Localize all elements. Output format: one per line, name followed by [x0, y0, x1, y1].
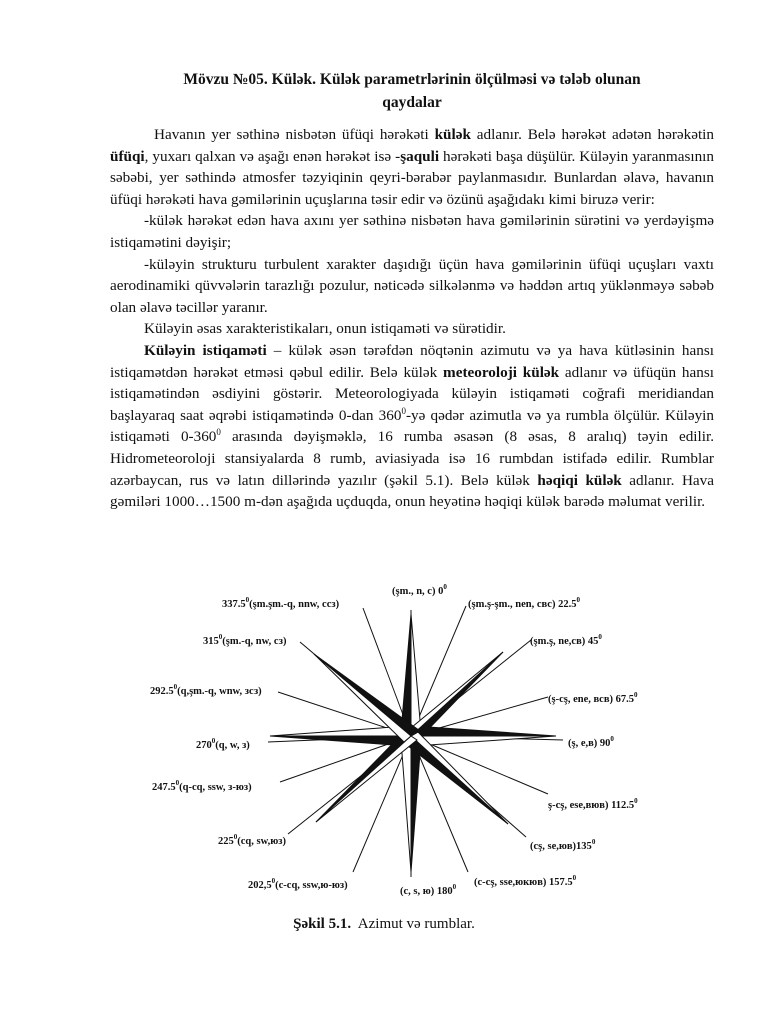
p5-text-2: adlanır və üfüqün hansı istiqamətindən əsdiyini göstərir. Meteorologiyada küləyin istiqaməti coğrafi meridiandan başlayaraq saat əqrəbi istiqamətində 0-dan 360 [110, 363, 714, 424]
label-wnw: 292.5$^0$(q,şm.-q, wnw, зсз) [150, 683, 262, 697]
label-sw: $225^0(cq$, sw,юз) [218, 833, 286, 847]
label-e: (ş, e,в) $90^0$ [568, 735, 614, 749]
document-body [110, 124, 714, 513]
compass-rose-figure [138, 572, 678, 907]
p1-text-2: adlanır. Belə hərəkət adətən hərəkətin [470, 126, 714, 143]
p1-bold-3: şaquli [400, 147, 440, 165]
caption-text: Azimut və rumblar. [357, 916, 475, 932]
paragraph-5 [110, 340, 714, 513]
page-title [110, 68, 714, 114]
label-nw: $315^0(şm.-q$, nw, сз) [203, 633, 287, 647]
title-line-2: qaydalar [382, 94, 442, 111]
paragraph-2: -külək hərəkət edən hava axını yer səthinə nisbətən hava gəmilərinin sürətini və yerdəyişmə istiqamətini dəyişir; [110, 212, 714, 251]
paragraph-3: -küləyin strukturu turbulent xarakter daşıdığı üçün hava gəmilərinin üfüqi uçuşları vaxtı aerodinamiki qüvvələrin tarazlığı pozulur, nəticədə silkələnmə və həddən artıq yüklənməyə səbəb olan əlavə təcillər yaranır. [110, 255, 714, 316]
label-w: $270^0(q$, w, з) [196, 737, 250, 751]
p1-text-4: hərəkəti başa düşülür. Küləyin yaranmasının səbəbi, yer səthində atmosfer təzyiqinin qeyri-bərabər paylanmasıdır. Bunlardan əlavə, havanın üfüqi hərəkəti hava gəmilərinin uçuşlarına təsir edir və özünü aşağıdakı kimi biruzə verir: [110, 147, 714, 208]
label-ese: ş-cş, ese,вюв) 112.5$^0$ [548, 797, 638, 811]
figure-caption [0, 916, 768, 933]
label-se: (cş, $se,юв)135^0$ [530, 838, 596, 852]
label-n: (şm., n, c) $0^0$ [392, 583, 447, 597]
p5-bold-1: Küləyin istiqaməti [144, 341, 267, 359]
p1-text-3: , yuxarı qalxan və aşağı enən hərəkət isə - [144, 147, 401, 165]
label-ene: (ş-cş, ene, вcв) 67.5$^0$ [548, 691, 638, 705]
caption-label: Şəkil 5.1. [293, 916, 352, 932]
p5-text-3: -yə qədər azimutla və ya rumbla ölçülür. Küləyin istiqaməti 0-360 [110, 406, 714, 446]
p5-sup-1: 0 [401, 405, 406, 416]
p1-bold-1: külək [434, 126, 471, 143]
compass-rose-diagram [138, 572, 678, 907]
p5-text-5: adlanır. Hava gəmiləri 1000…1500 m-dən aşağıda uçduqda, onun heyətinə həqiqi külək barədə məlumat verilir. [110, 471, 714, 511]
compass-rose-star [268, 606, 563, 877]
paragraph-1 [110, 124, 714, 210]
label-wsw: 247.5$^0$(q-cq, ssw, з-юз) [152, 779, 252, 793]
label-nnw: 337.5$^0$(şm.şm.-q, nnw, ccз) [222, 596, 340, 610]
p5-text-4: arasında dəyişməklə, 16 rumba əsasən (8 əsas, 8 aralıq) təyin edilir. Hidrometeoroloji stansiyalarda 8 rumb, aviasiyada isə 16 rumbdan istifadə edilir. Rumblar azərbaycan, rus və latın dillərində yazılır (şəkil 5.1). Belə külək [110, 428, 714, 489]
p1-bold-2: üfüqi [110, 147, 145, 165]
label-s: (c, s, ю) $180^0$ [400, 883, 457, 897]
p5-text-1: – külək əsən tərəfdən nöqtənin azimutu və ya hava kütləsinin hansı istiqamətdən hərəkət etməsi qəbul edilir. Belə külək [110, 341, 714, 381]
p5-bold-3: həqiqi külək [537, 471, 622, 489]
label-nne: (şm.ş-şm., nen, свс) 22.5$^0$ [468, 596, 580, 610]
label-ne: (şm.ş, ne,св) $45^0$ [530, 633, 602, 647]
title-line-1: Mövzu №05. Külək. Külək parametrlərinin ölçülməsi və tələb olunan [183, 71, 641, 88]
paragraph-4: Küləyin əsas xarakteristikaları, onun istiqaməti və sürətidir. [144, 320, 506, 338]
p5-sup-2: 0 [216, 427, 221, 438]
p1-text-1: Havanın yer səthinə nisbətən üfüqi hərəkəti [154, 126, 435, 143]
label-sse: (c-cş, sse,юкюв) 157.5$^0$ [474, 874, 577, 888]
label-ssw: 202,5$^0$(c-cq, ssw,ю-юз) [248, 877, 348, 891]
p5-bold-2: meteoroloji külək [443, 363, 560, 381]
